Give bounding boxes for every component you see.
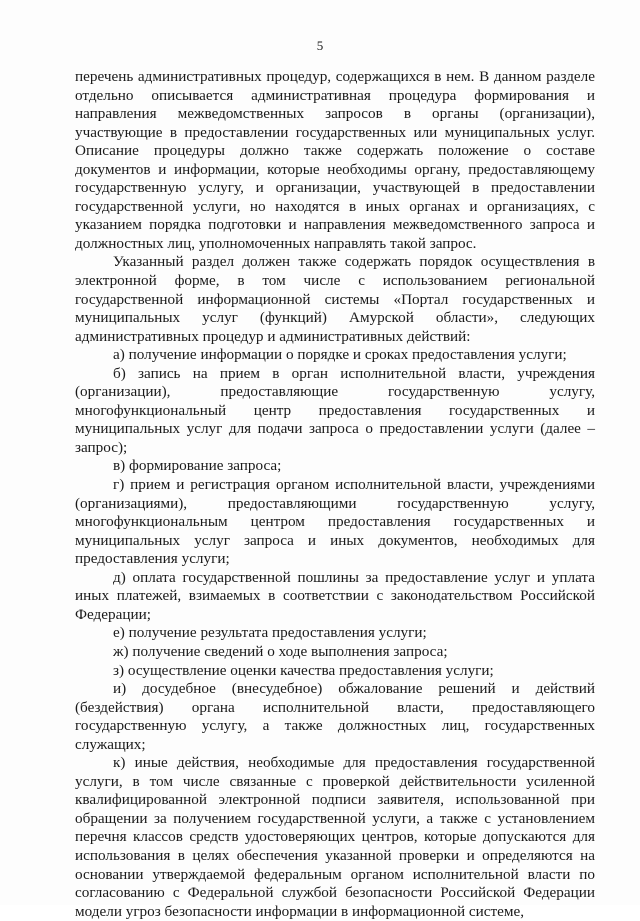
list-item-k: к) иные действия, необходимые для предоставления государственной услуги, в том числе связанные с проверкой действительности усиленной квалифицированной электронной подписи заявителя, использованной при обращении за получением государственной услуги, а также с установлением перечня классов средств удостоверяющих центров, которые допускаются для использования в целях обеспечения указанной проверки и определяются на основании утверждаемой федеральным органом исполнительной власти по согласованию с Федеральной службой безопасности Российской Федерации модели угроз безопасности информации в информационной системе, bbox=[75, 754, 595, 920]
list-item-a: а) получение информации о порядке и сроках предоставления услуги; bbox=[113, 346, 567, 364]
body-text bbox=[75, 68, 595, 921]
list-item-b: б) запись на прием в орган исполнительной власти, учреждения (организации), предоставляющие государственную услугу, многофункциональный центр предоставления государственных и муниципальных услуг для подачи запроса о предоставлении услуги (далее – запрос); bbox=[75, 364, 595, 456]
paragraph-electronic-form: Указанный раздел должен также содержать порядок осуществления в электронной форме, в том числе с использованием региональной государственной информационной системы «Портал государственных и муниципальных услуг (функций) Амурской области», следующих административных процедур и административных действий: bbox=[75, 253, 595, 345]
paragraph-intro: перечень административных процедур, содержащихся в нем. В данном разделе отдельно описывается административная процедура формирования и направления межведомственных запросов в органы (организации), участвующие в предоставлении государственных или муниципальных услуг. Описание процедуры должно также содержать положение о составе документов и информации, которые необходимы органу, предоставляющему государственную услугу, и организации, участвующей в предоставлении государственной услуги, но находятся в иных органах и организациях, с указанием порядка подготовки и направления межведомственного запроса и должностных лиц, уполномоченных направлять такой запрос. bbox=[75, 68, 595, 252]
page-number: 5 bbox=[316, 38, 324, 53]
list-item-zh: ж) получение сведений о ходе выполнения запроса; bbox=[113, 642, 448, 660]
list-item-d: д) оплата государственной пошлины за предоставление услуг и уплата иных платежей, взимаемых в соответствии с законодательством Российской Федерации; bbox=[75, 568, 595, 623]
list-item-g: г) прием и регистрация органом исполнительной власти, учреждениями (организациями), предоставляющими государственную услугу, многофункциональным центром предоставления государственных и муниципальных услуг запроса и иных документов, необходимых для предоставления услуги; bbox=[75, 476, 595, 568]
list-item-e: е) получение результата предоставления услуги; bbox=[113, 624, 427, 642]
list-item-v: в) формирование запроса; bbox=[113, 457, 282, 475]
list-item-z: з) осуществление оценки качества предоставления услуги; bbox=[113, 661, 494, 679]
list-item-i: и) досудебное (внесудебное) обжалование решений и действий (бездействия) органа исполнительной власти, предоставляющего государственную услугу, а также должностных лиц, государственных служащих; bbox=[75, 680, 595, 753]
